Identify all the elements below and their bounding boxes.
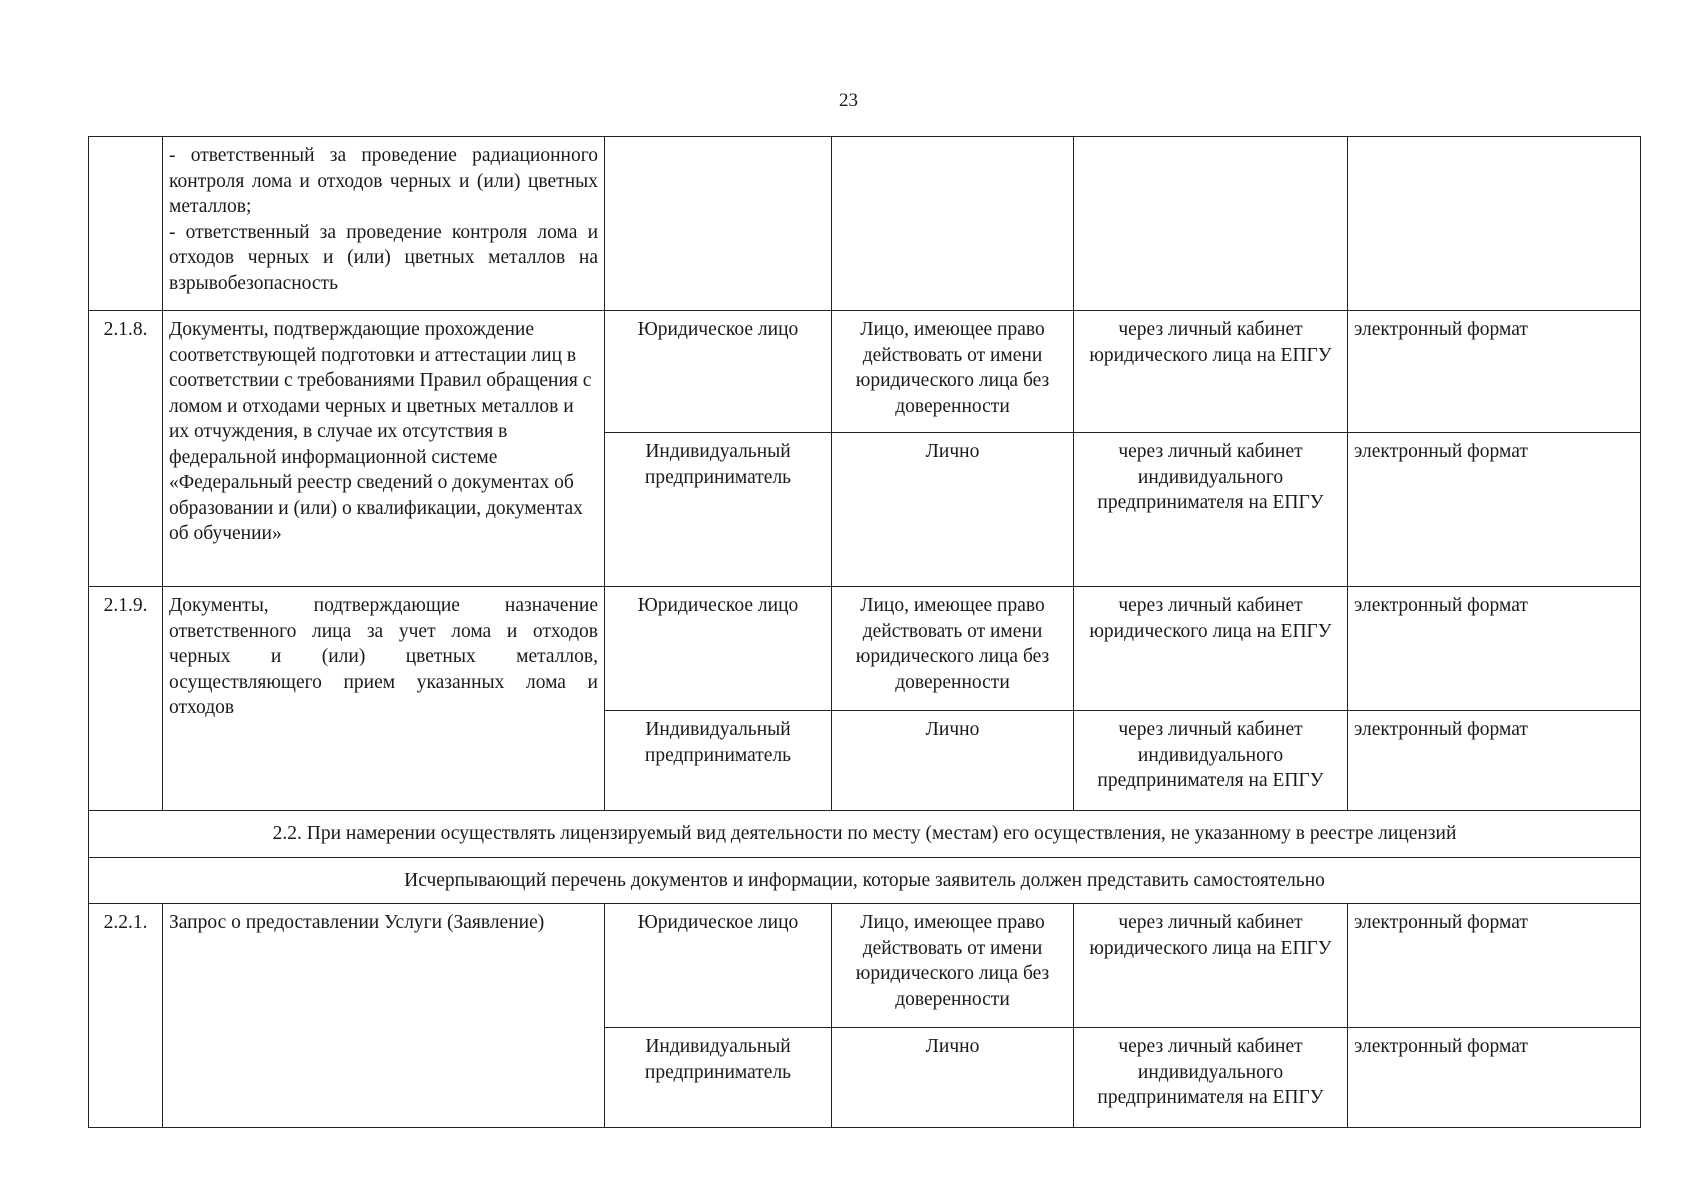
row-number xyxy=(89,137,163,311)
row-description xyxy=(163,137,605,311)
row-number: 2.2.1. xyxy=(89,904,163,1128)
applicant-type: Индивидуальный предприниматель xyxy=(605,1028,832,1128)
row-description: Документы, подтверждающие назначение ответственного лица за учет лома и отходов черных и (или) цветных металлов, осуществляющего прием указанных лома и отходов xyxy=(163,587,605,811)
representative: Лицо, имеющее право действовать от имени юридического лица без доверенности xyxy=(832,311,1074,433)
section-subheading: Исчерпывающий перечень документов и информации, которые заявитель должен представить самостоятельно xyxy=(89,857,1641,904)
document-format: электронный формат xyxy=(1348,433,1641,587)
submission-channel: через личный кабинет юридического лица на ЕПГУ xyxy=(1074,311,1348,433)
representative: Лицо, имеющее право действовать от имени юридического лица без доверенности xyxy=(832,904,1074,1028)
submission-channel: через личный кабинет юридического лица на ЕПГУ xyxy=(1074,587,1348,711)
applicant-type: Юридическое лицо xyxy=(605,904,832,1028)
submission-channel: через личный кабинет юридического лица на ЕПГУ xyxy=(1074,904,1348,1028)
document-format: электронный формат xyxy=(1348,311,1641,433)
document-format: электронный формат xyxy=(1348,587,1641,711)
documents-table xyxy=(88,136,1641,1128)
empty-cell xyxy=(1348,137,1641,311)
table-row xyxy=(89,587,1641,711)
representative: Лично xyxy=(832,433,1074,587)
empty-cell xyxy=(1074,137,1348,311)
section-heading: 2.2. При намерении осуществлять лицензируемый вид деятельности по месту (местам) его осуществления, не указанному в реестре лицензий xyxy=(89,811,1641,858)
submission-channel: через личный кабинет индивидуального предпринимателя на ЕПГУ xyxy=(1074,711,1348,811)
row-description: Документы, подтверждающие прохождение соответствующей подготовки и аттестации лиц в соответствии с требованиями Правил обращения с ломом и отходами черных и цветных металлов и их отчуждения, в случае их отсутствия в федеральной информационной системе «Федеральный реестр сведений о документах об образовании и (или) о квалификации, документах об обучении» xyxy=(163,311,605,587)
empty-cell xyxy=(605,137,832,311)
applicant-type: Индивидуальный предприниматель xyxy=(605,711,832,811)
empty-cell xyxy=(832,137,1074,311)
document-format: электронный формат xyxy=(1348,904,1641,1028)
row-number: 2.1.9. xyxy=(89,587,163,811)
page-number: 23 xyxy=(839,90,858,111)
submission-channel: через личный кабинет индивидуального предпринимателя на ЕПГУ xyxy=(1074,1028,1348,1128)
section-row xyxy=(89,857,1641,904)
row-description: Запрос о предоставлении Услуги (Заявление) xyxy=(163,904,605,1128)
row-number: 2.1.8. xyxy=(89,311,163,587)
representative: Лично xyxy=(832,711,1074,811)
table-row xyxy=(89,137,1641,311)
applicant-type: Индивидуальный предприниматель xyxy=(605,433,832,587)
description-item: - ответственный за проведение контроля лома и отходов черных и (или) цветных металлов на взрывобезопасность xyxy=(169,221,598,294)
description-item: - ответственный за проведение радиационного контроля лома и отходов черных и (или) цветных металлов; xyxy=(169,145,598,217)
applicant-type: Юридическое лицо xyxy=(605,587,832,711)
table-row xyxy=(89,311,1641,433)
applicant-type: Юридическое лицо xyxy=(605,311,832,433)
representative: Лицо, имеющее право действовать от имени юридического лица без доверенности xyxy=(832,587,1074,711)
document-format: электронный формат xyxy=(1348,1028,1641,1128)
submission-channel: через личный кабинет индивидуального предпринимателя на ЕПГУ xyxy=(1074,433,1348,587)
section-row xyxy=(89,811,1641,858)
representative: Лично xyxy=(832,1028,1074,1128)
document-format: электронный формат xyxy=(1348,711,1641,811)
table-row xyxy=(89,904,1641,1028)
